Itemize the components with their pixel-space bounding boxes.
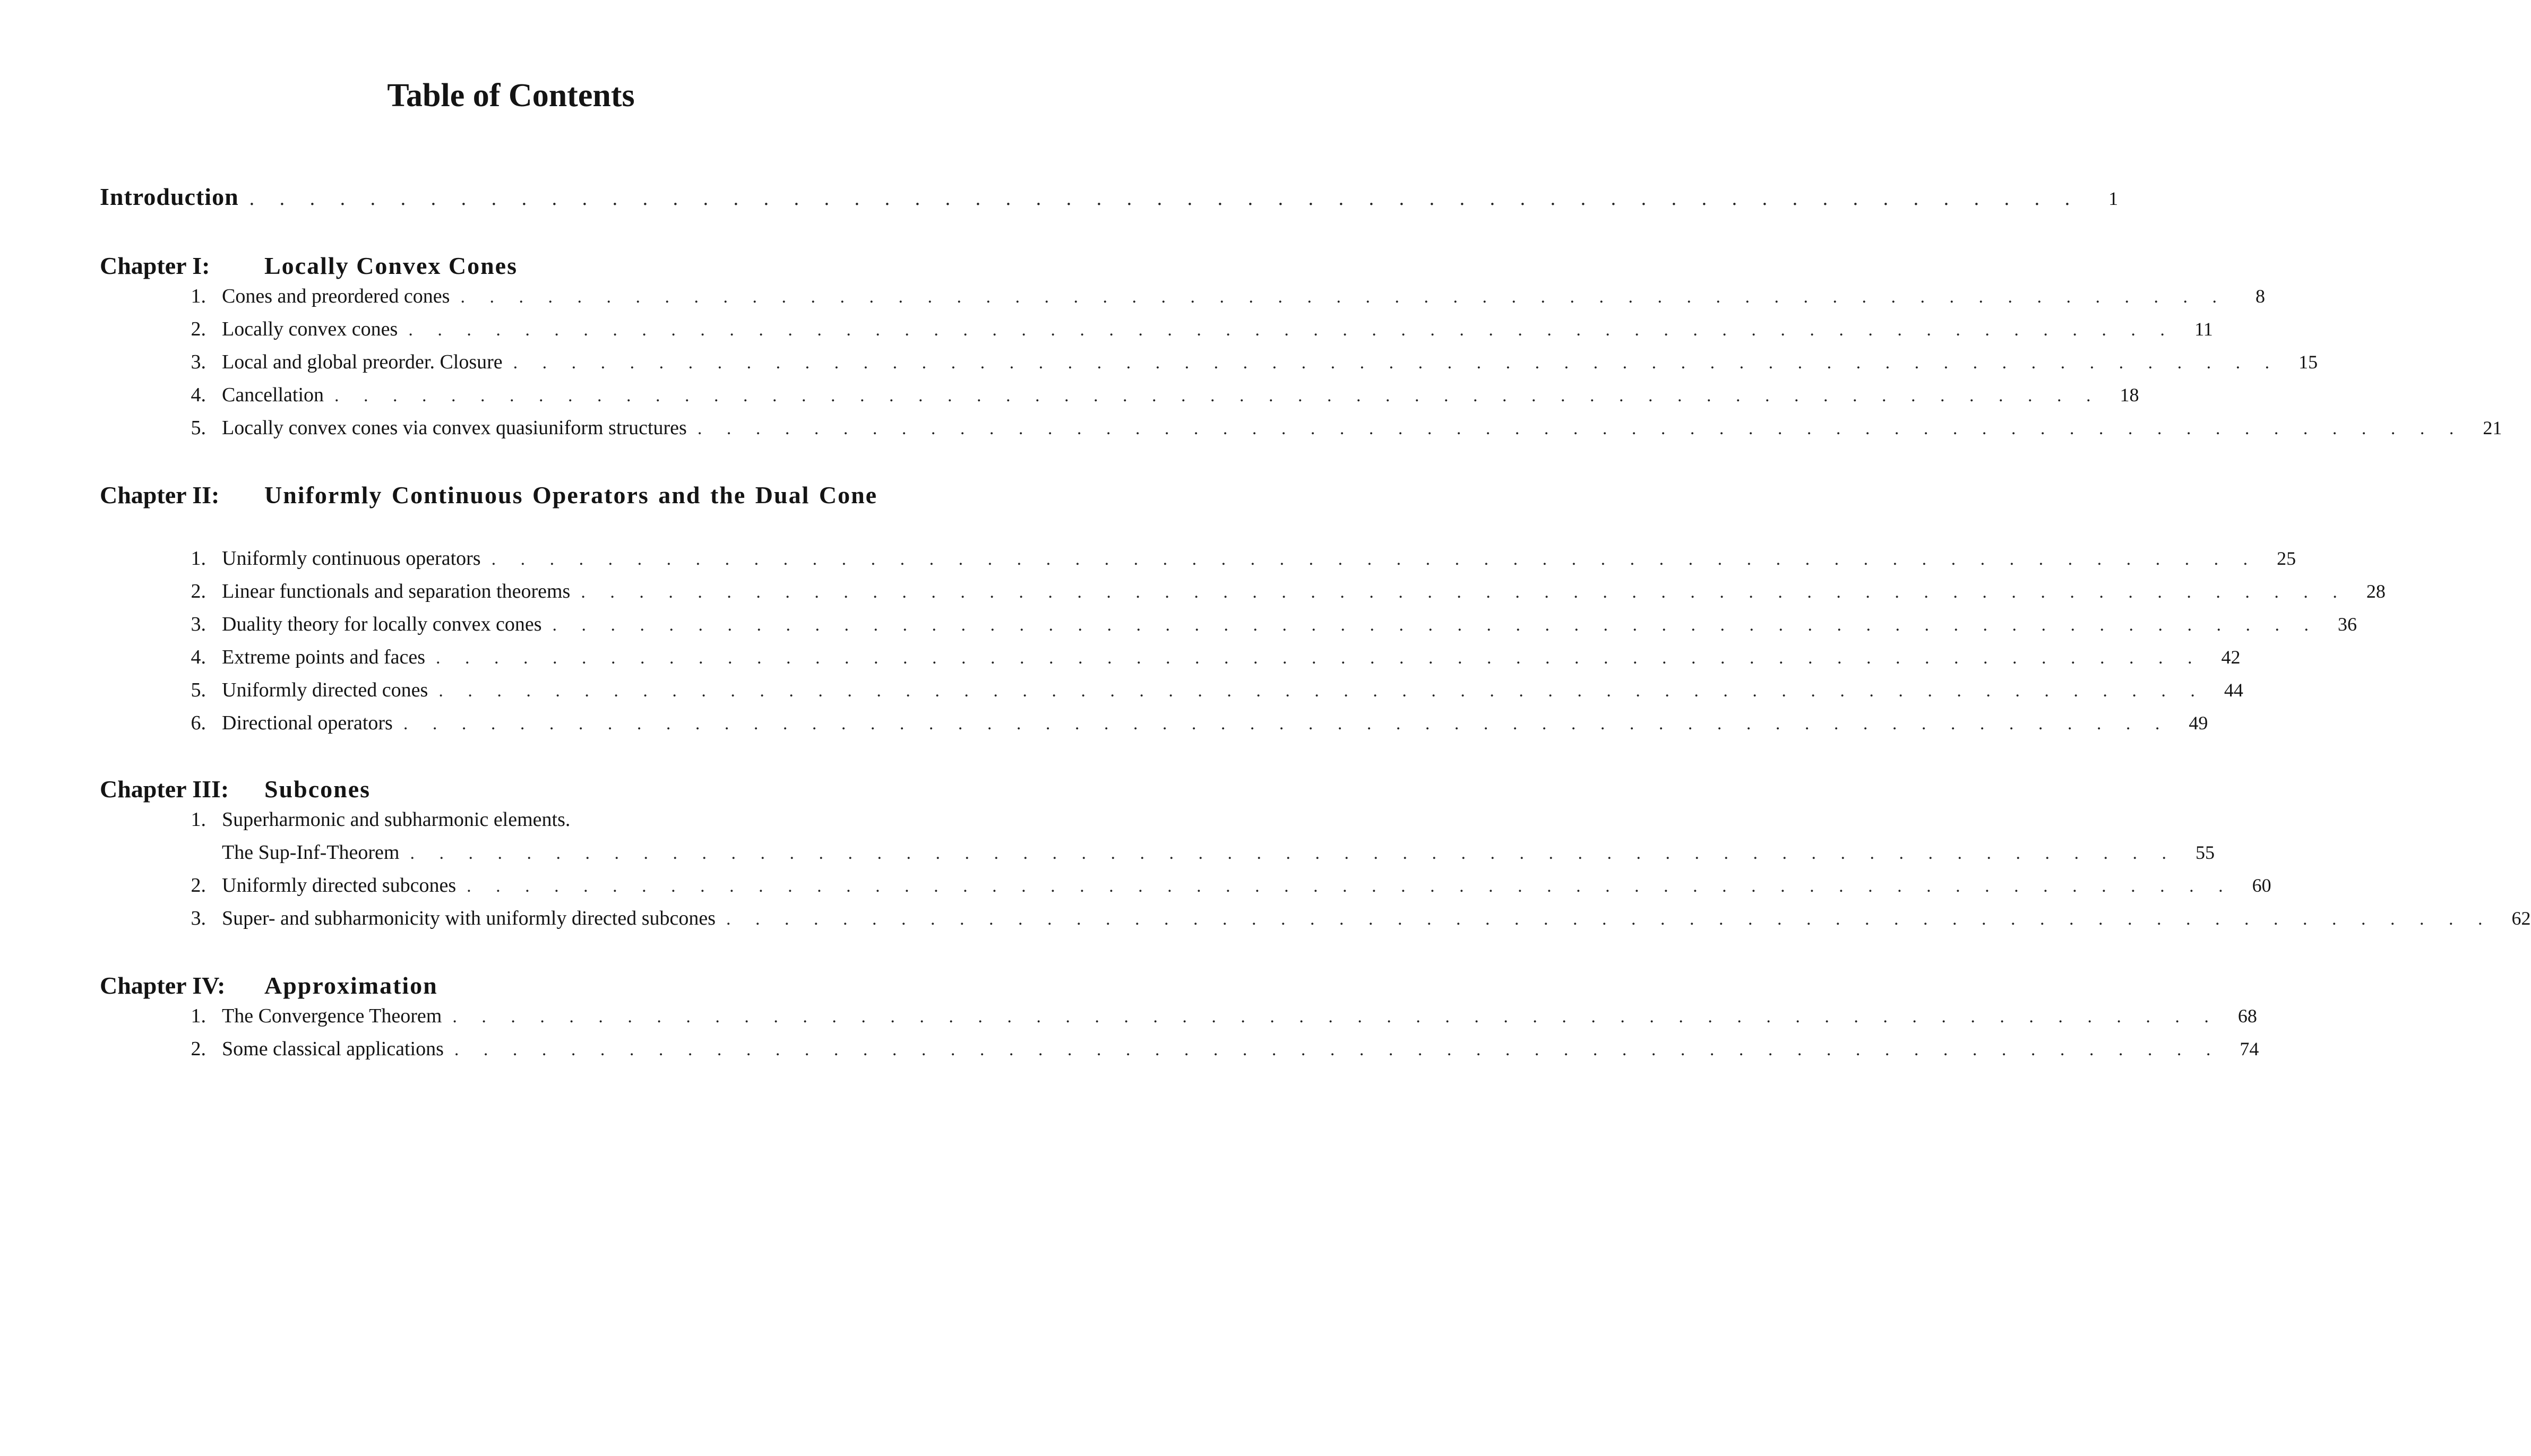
leader-dots: . . . . . . . . . . . . . . . . . . . . . . . . . . . . . . . . . . . . . . . . . . . . . . . . . . . . . . . . . . . . .	[726, 909, 2493, 929]
toc-entry[interactable]	[100, 711, 2208, 743]
leader-dots: . . . . . . . . . . . . . . . . . . . . . . . . . . . . . . . . . . . . . . . . . . . . . . . . . . . . . . . . . . . . .	[438, 681, 2205, 701]
chapter-heading-2[interactable]	[100, 479, 923, 512]
toc-entry[interactable]	[100, 808, 923, 840]
leader-dots: . . . . . . . . . . . . . . . . . . . . . . . . . . . . . . . . . . . . . . . . . . . . . . . . . . . . . . . . . . . . .	[410, 843, 2176, 863]
section-title: Linear functionals and separation theorems	[222, 580, 571, 602]
section-number: 1.	[191, 547, 206, 570]
section-number: 4.	[191, 646, 206, 668]
leader-dots: . . . . . . . . . . . . . . . . . . . . . . . . . . . . . . . . . . . . . . . . . . . . . . . . . . . . . . . . . . . . .	[467, 876, 2233, 896]
section-number: 5.	[191, 417, 206, 439]
leader-dots: . . . . . . . . . . . . . . . . . . . . . . . . . . . . . . . . . . . . . . . . . . . . . . . . . . . . . . . . . . . . .	[454, 1040, 2221, 1059]
page-number: 15	[2298, 351, 2318, 373]
section-title: Uniformly directed cones	[222, 679, 428, 701]
section-title: Cancellation	[222, 384, 324, 406]
page-number: 55	[2196, 842, 2215, 863]
page-number: 62	[2511, 908, 2531, 929]
section-number: 2.	[191, 874, 206, 897]
page-number: 1	[2108, 188, 2119, 209]
leader-dots: . . . . . . . . . . . . . . . . . . . . . . . . . . . . . . . . . . . . . . . . . . . . . . . . . . . . . . . . . . . . .	[581, 582, 2347, 602]
section-title: Uniformly directed subcones	[222, 874, 457, 897]
toc-entry[interactable]	[100, 613, 2357, 644]
toc-entry[interactable]	[100, 547, 2296, 579]
leader-dots: . . . . . . . . . . . . . . . . . . . . . . . . . . . . . . . . . . . . . . . . . . . . . . . . . . . . . . . . . . . . .	[249, 187, 2080, 210]
leader-dots: . . . . . . . . . . . . . . . . . . . . . . . . . . . . . . . . . . . . . . . . . . . . . . . . . . . . . . . . . . . . .	[697, 419, 2464, 438]
toc-entry[interactable]	[100, 580, 2386, 611]
toc-entry[interactable]	[100, 1004, 2257, 1036]
leader-dots: . . . . . . . . . . . . . . . . . . . . . . . . . . . . . . . . . . . . . . . . . . . . . . . . . . . . . . . . . . . . .	[552, 615, 2319, 635]
section-number: 2.	[191, 1038, 206, 1060]
toc-entry[interactable]	[100, 874, 2271, 906]
toc-entry-introduction[interactable]	[100, 183, 2119, 218]
toc-entry[interactable]	[100, 1037, 2259, 1069]
chapter-heading-3[interactable]	[100, 773, 923, 806]
section-number: 3.	[191, 613, 206, 635]
toc-entry[interactable]	[100, 383, 2139, 415]
section-number: 5.	[191, 679, 206, 701]
chapter-title: Subcones	[264, 776, 371, 803]
section-title: Super- and subharmonicity with uniformly directed subcones	[222, 907, 716, 929]
toc-entry[interactable]	[100, 678, 2243, 710]
page-number: 8	[2255, 286, 2265, 307]
chapter-heading-1[interactable]	[100, 249, 923, 282]
section-number: 1.	[191, 1005, 206, 1027]
section-number: 2.	[191, 580, 206, 602]
section-title: Local and global preorder. Closure	[222, 351, 503, 373]
leader-dots: . . . . . . . . . . . . . . . . . . . . . . . . . . . . . . . . . . . . . . . . . . . . . . . . . . . . . . . . . . . . .	[408, 320, 2175, 340]
toc-entry[interactable]	[100, 907, 2531, 938]
chapter-heading-4[interactable]	[100, 969, 923, 1002]
section-title: Extreme points and faces	[222, 646, 426, 668]
section-title: Locally convex cones	[222, 318, 398, 340]
section-number: 6.	[191, 712, 206, 734]
toc-entry-continuation[interactable]	[100, 841, 2215, 873]
toc-entry[interactable]	[100, 645, 2241, 677]
leader-dots: . . . . . . . . . . . . . . . . . . . . . . . . . . . . . . . . . . . . . . . . . . . . . . . . . . . . . . . . . . . . .	[513, 353, 2280, 373]
chapter-title: Uniformly Continuous Operators and the Dual Cone	[264, 481, 878, 509]
section-number: 1.	[191, 285, 206, 307]
leader-dots: . . . . . . . . . . . . . . . . . . . . . . . . . . . . . . . . . . . . . . . . . . . . . . . . . . . . . . . . . . . . .	[491, 549, 2258, 569]
leader-dots: . . . . . . . . . . . . . . . . . . . . . . . . . . . . . . . . . . . . . . . . . . . . . . . . . . . . . . . . . . . . .	[436, 648, 2202, 668]
page-number: 68	[2237, 1005, 2257, 1027]
leader-dots: . . . . . . . . . . . . . . . . . . . . . . . . . . . . . . . . . . . . . . . . . . . . . . . . . . . . . . . . . . . . .	[334, 386, 2101, 406]
section-title: Some classical applications	[222, 1038, 444, 1060]
section-number: 3.	[191, 907, 206, 929]
section-title: The Convergence Theorem	[222, 1005, 442, 1027]
toc-entry[interactable]	[100, 416, 2502, 448]
page-number: 28	[2366, 581, 2386, 602]
page-title: Table of Contents	[387, 77, 635, 114]
chapter-prefix: Chapter I:	[100, 252, 210, 279]
section-title: Cones and preordered cones	[222, 285, 450, 307]
chapter-title: Locally Convex Cones	[264, 252, 518, 279]
chapter-prefix: Chapter III:	[100, 776, 229, 803]
page-number: 49	[2189, 712, 2208, 734]
chapter-title: Approximation	[264, 972, 438, 999]
leader-dots: . . . . . . . . . . . . . . . . . . . . . . . . . . . . . . . . . . . . . . . . . . . . . . . . . . . . . . . . . . . . .	[460, 287, 2227, 307]
section-number: 2.	[191, 318, 206, 340]
toc-entry[interactable]	[100, 350, 2318, 382]
page-number: 60	[2252, 875, 2271, 896]
leader-dots: . . . . . . . . . . . . . . . . . . . . . . . . . . . . . . . . . . . . . . . . . . . . . . . . . . . . . . . . . . . . .	[403, 714, 2170, 734]
section-number: 3.	[191, 351, 206, 373]
section-number: 1.	[191, 808, 206, 831]
chapter-prefix: Chapter II:	[100, 481, 220, 509]
page-number: 44	[2224, 679, 2243, 701]
page-number: 25	[2277, 548, 2296, 569]
section-title: Directional operators	[222, 712, 393, 734]
section-title: Uniformly continuous operators	[222, 547, 481, 570]
page-number: 21	[2483, 417, 2502, 438]
toc-entry[interactable]	[100, 285, 2265, 316]
introduction-label: Introduction	[100, 183, 239, 210]
section-title: Superharmonic and subharmonic elements.	[222, 808, 571, 831]
page-number: 42	[2221, 647, 2241, 668]
page-number: 18	[2120, 384, 2139, 406]
page-number: 36	[2338, 614, 2357, 635]
leader-dots: . . . . . . . . . . . . . . . . . . . . . . . . . . . . . . . . . . . . . . . . . . . . . . . . . . . . . . . . . . . . .	[452, 1007, 2219, 1027]
toc-entry[interactable]	[100, 317, 2213, 349]
section-title-line2: The Sup-Inf-Theorem	[222, 841, 400, 864]
section-number: 4.	[191, 384, 206, 406]
section-title: Locally convex cones via convex quasiuniform structures	[222, 417, 687, 439]
page-number: 74	[2240, 1038, 2259, 1059]
page-number: 11	[2194, 318, 2213, 340]
chapter-prefix: Chapter IV:	[100, 972, 226, 999]
section-title: Duality theory for locally convex cones	[222, 613, 542, 635]
